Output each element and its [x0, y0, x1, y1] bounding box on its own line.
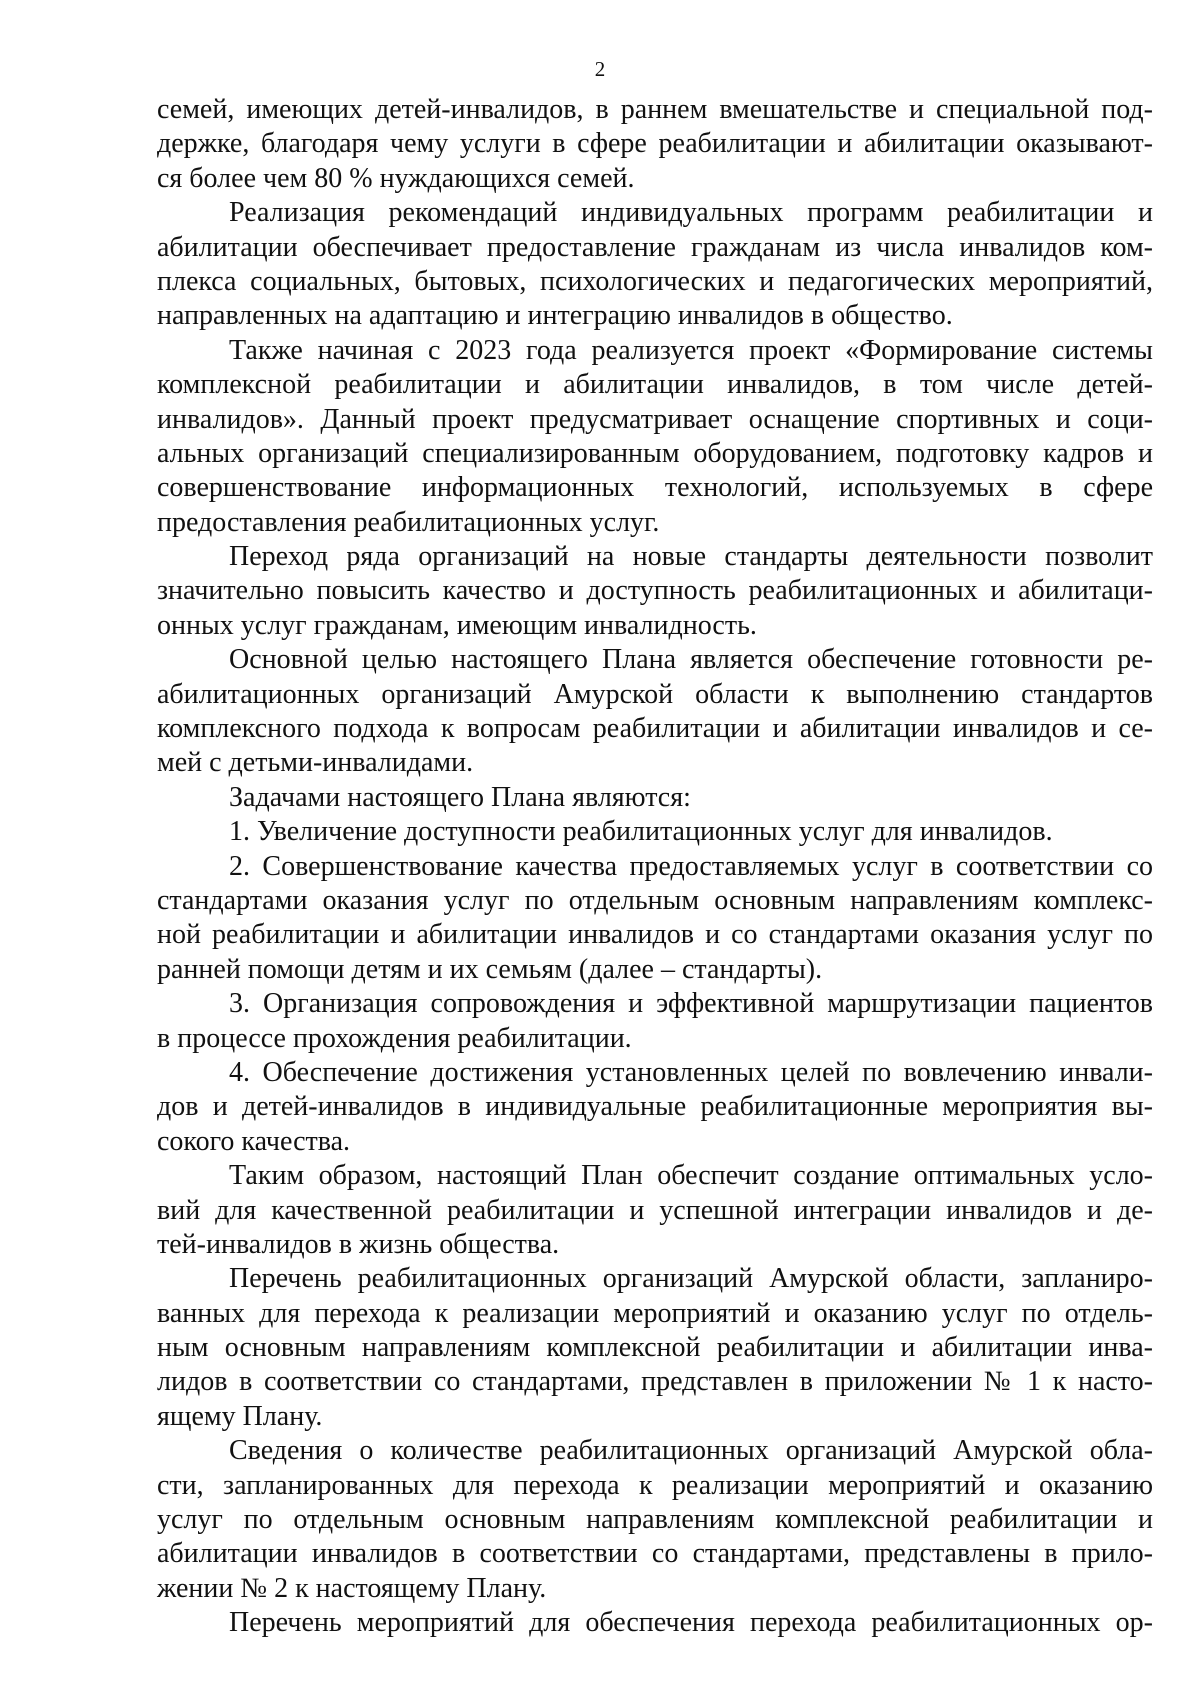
text-line: семей, имеющих детей-инвалидов, в раннем вмешательстве и специальной под- — [157, 94, 1153, 125]
text-line: ранней помощи детям и их семьям (далее – стандарты). — [157, 953, 823, 985]
text-line: ным основным направлениям комплексной реабилитации и абилитации инва- — [157, 1332, 1153, 1364]
text-line: значительно повысить качество и доступность реабилитационных и абилитаци- — [157, 575, 1153, 607]
text-line: плекса социальных, бытовых, психологических и педагогических мероприятий, — [157, 265, 1153, 297]
text-line: комплексной реабилитации и абилитации инвалидов, в том числе детей- — [157, 369, 1153, 401]
text-line: Реализация рекомендаций индивидуальных программ реабилитации и — [229, 197, 1153, 229]
text-line: ящему Плану. — [157, 1400, 323, 1432]
text-line: абилитационных организаций Амурской области к выполнению стандартов — [157, 678, 1153, 710]
text-line: инвалидов». Данный проект предусматривает оснащение спортивных и соци- — [157, 403, 1153, 435]
text-line: Также начиная с 2023 года реализуется проект «Формирование системы — [229, 334, 1153, 366]
text-line: сокого качества. — [157, 1125, 351, 1157]
text-line: Основной целью настоящего Плана является обеспечение готовности ре- — [229, 644, 1153, 676]
text-line: Задачами настоящего Плана являются: — [229, 781, 691, 813]
text-line: абилитации обеспечивает предоставление гражданам из числа инвалидов ком- — [157, 231, 1153, 263]
text-line: лидов в соответствии со стандартами, представлен в приложении № 1 к насто- — [157, 1366, 1153, 1398]
text-line: абилитации инвалидов в соответствии со стандартами, представлены в прило- — [157, 1538, 1153, 1570]
text-line: 3. Организация сопровождения и эффективной маршрутизации пациентов — [229, 988, 1153, 1020]
text-line: вий для качественной реабилитации и успешной интеграции инвалидов и де- — [157, 1194, 1153, 1226]
text-line: ся более чем 80 % нуждающихся семей. — [157, 162, 635, 194]
text-line: 2. Совершенствование качества предоставляемых услуг в соответствии со — [229, 850, 1153, 882]
text-line: держке, благодаря чему услуги в сфере реабилитации и абилитации оказывают- — [157, 128, 1153, 160]
text-line: ванных для перехода к реализации мероприятий и оказанию услуг по отдель- — [157, 1297, 1153, 1329]
page-number: 2 — [594, 57, 606, 81]
text-line: Таким образом, настоящий План обеспечит создание оптимальных усло- — [229, 1160, 1153, 1192]
text-line: совершенствование информационных технологий, используемых в сфере — [157, 472, 1153, 504]
text-line: онных услуг гражданам, имеющим инвалидность. — [157, 609, 757, 641]
text-line: ной реабилитации и абилитации инвалидов и со стандартами оказания услуг по — [157, 919, 1153, 951]
text-line: Переход ряда организаций на новые стандарты деятельности позволит — [229, 541, 1153, 573]
text-line: в процессе прохождения реабилитации. — [157, 1022, 632, 1054]
text-line: комплексного подхода к вопросам реабилитации и абилитации инвалидов и се- — [157, 713, 1153, 745]
text-line: Перечень реабилитационных организаций Амурской области, запланиро- — [229, 1263, 1153, 1295]
text-line: сти, запланированных для перехода к реализации мероприятий и оказанию — [157, 1469, 1153, 1501]
text-line: мей с детьми-инвалидами. — [157, 747, 474, 779]
text-line: дов и детей-инвалидов в индивидуальные реабилитационные мероприятия вы- — [157, 1091, 1153, 1123]
text-line: 4. Обеспечение достижения установленных целей по вовлечению инвали- — [229, 1056, 1153, 1088]
text-line: альных организаций специализированным оборудованием, подготовку кадров и — [157, 437, 1153, 469]
text-line: Перечень мероприятий для обеспечения перехода реабилитационных ор- — [229, 1607, 1153, 1639]
text-line: 1. Увеличение доступности реабилитационных услуг для инвалидов. — [229, 816, 1053, 848]
text-line: стандартами оказания услуг по отдельным основным направлениям комплекс- — [157, 884, 1153, 916]
text-line: направленных на адаптацию и интеграцию инвалидов в общество. — [157, 300, 953, 332]
text-line: тей-инвалидов в жизнь общества. — [157, 1228, 560, 1260]
text-line: Сведения о количестве реабилитационных организаций Амурской обла- — [229, 1435, 1153, 1467]
text-line: жении № 2 к настоящему Плану. — [157, 1572, 547, 1604]
text-line: услуг по отдельным основным направлениям комплексной реабилитации и — [157, 1504, 1153, 1536]
text-line: предоставления реабилитационных услуг. — [157, 506, 660, 538]
document-body — [157, 93, 1153, 1641]
